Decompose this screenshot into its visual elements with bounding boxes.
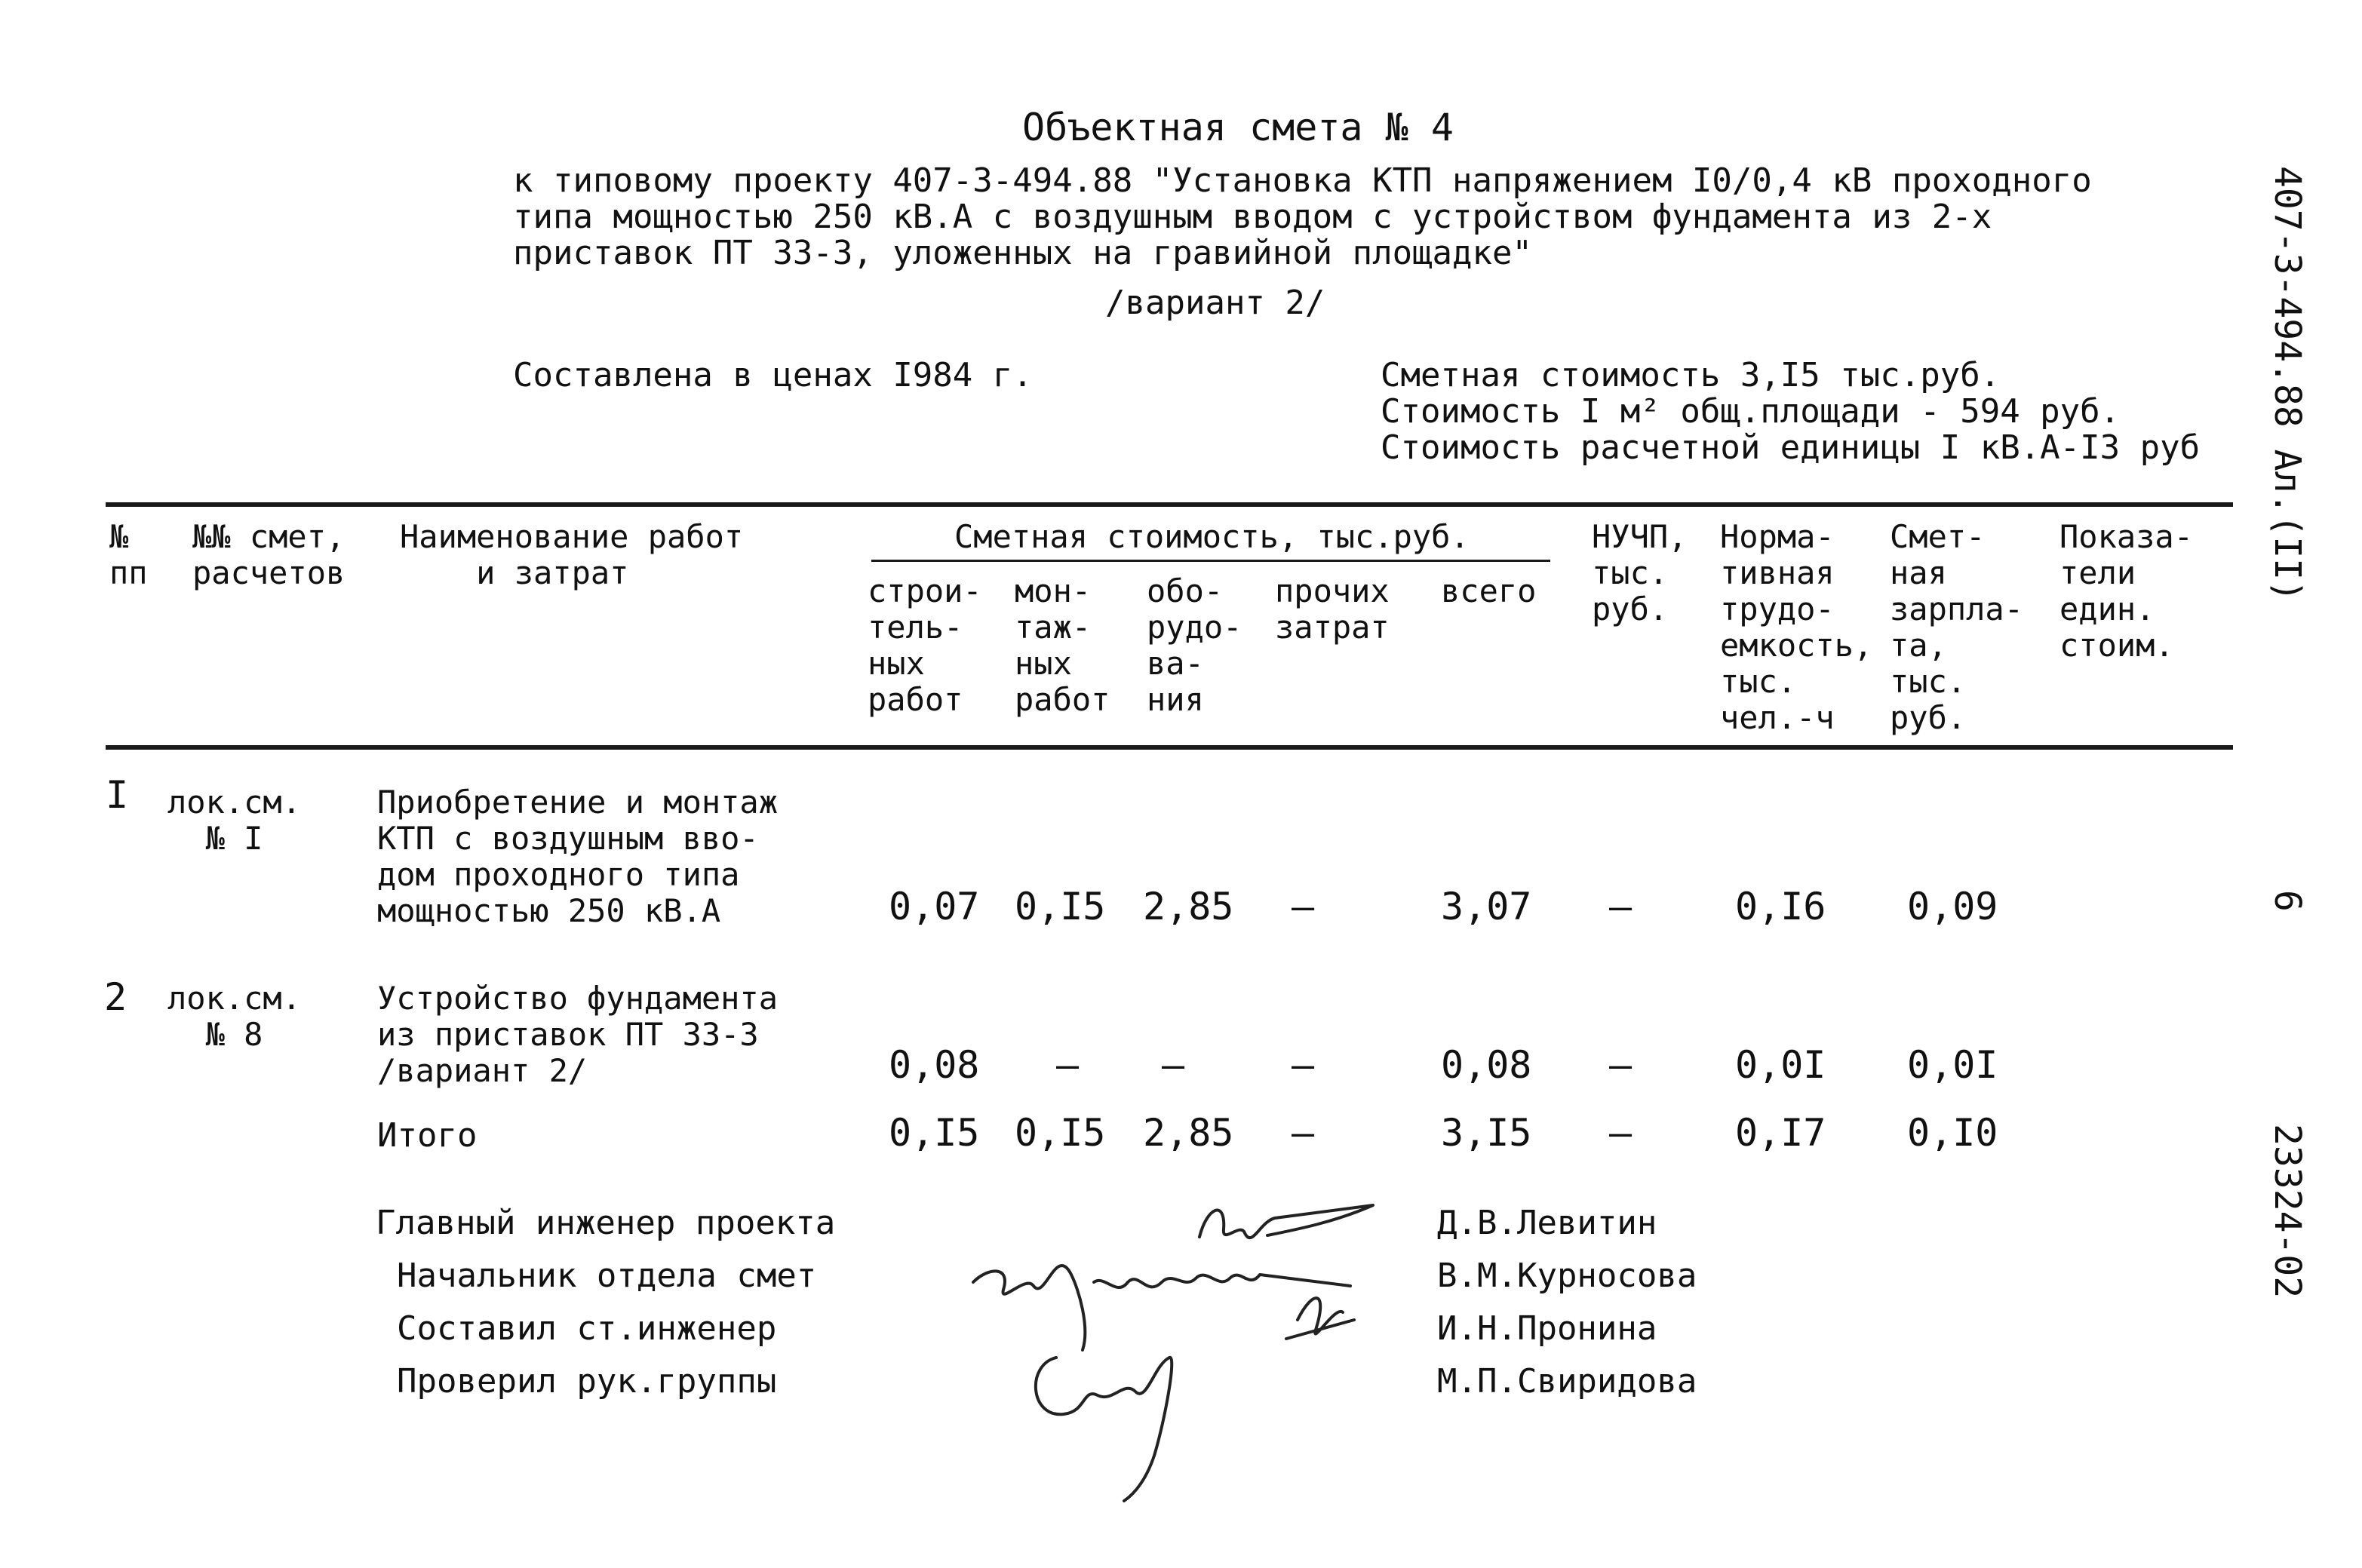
signer-name-2: В.М.Курносова	[1437, 1257, 1697, 1295]
row-2-construction: 0,08	[889, 1043, 980, 1087]
header-equipment: обо- рудо- ва- ния	[1147, 572, 1242, 718]
row-2-other: –	[1292, 1043, 1315, 1087]
total-nuchp: –	[1609, 1111, 1633, 1155]
header-cost-group: Сметная стоимость, тыс.руб.	[954, 518, 1470, 555]
header-num: № пп	[109, 518, 148, 591]
row-1-calc: лок.см. № I	[167, 784, 302, 857]
group-header-underline	[871, 560, 1550, 562]
header-name: Наименование работ и затрат	[400, 518, 744, 591]
header-installation: мон- таж- ных работ	[1015, 572, 1110, 718]
header-other: прочих затрат	[1275, 572, 1390, 646]
signer-role-1: Главный инженер проекта	[376, 1204, 836, 1242]
header-construction: строи- тель- ных работ	[868, 572, 982, 718]
row-2-calc: лок.см. № 8	[167, 980, 302, 1053]
row-1-equipment: 2,85	[1143, 885, 1234, 928]
variant-label: /вариант 2/	[1105, 284, 1325, 322]
header-nuchp: НУЧП, тыс. руб.	[1592, 518, 1688, 628]
prices-note: Составлена в ценах I984 г.	[513, 356, 1033, 394]
header-total: всего	[1441, 572, 1537, 609]
row-1-wages: 0,09	[1907, 885, 1998, 928]
row-1-construction: 0,07	[889, 885, 980, 928]
table-top-rule	[106, 502, 2233, 507]
total-other: –	[1292, 1111, 1315, 1155]
project-subtitle-line-1: к типовому проекту 407-3-494.88 "Установка КТП напряжением I0/0,4 кВ проходного	[513, 161, 2092, 200]
total-labor: 0,I7	[1735, 1111, 1826, 1155]
project-subtitle-line-2: типа мощностью 250 кВ.А с воздушным вводом с устройством фундамента из 2-х	[513, 198, 1992, 236]
signer-role-4: Проверил рук.группы	[397, 1362, 777, 1401]
signer-name-4: М.П.Свиридова	[1437, 1362, 1697, 1401]
row-2-nuchp: –	[1609, 1043, 1633, 1087]
cost-line-1: Сметная стоимость 3,I5 тыс.руб.	[1381, 356, 2001, 394]
header-wages: Смет- ная зарпла- та, тыс. руб.	[1890, 518, 2024, 736]
signer-role-3: Составил ст.инженер	[397, 1309, 777, 1348]
total-installation: 0,I5	[1015, 1111, 1106, 1155]
row-2-total: 0,08	[1441, 1043, 1532, 1087]
project-subtitle-line-3: приставок ПТ 33-3, уложенных на гравийной площадке"	[513, 234, 1533, 272]
signature-levitin	[1199, 1205, 1373, 1238]
row-1-installation: 0,I5	[1015, 885, 1106, 928]
side-inventory-number: 23324-02	[2266, 1124, 2308, 1299]
signer-name-3: И.Н.Пронина	[1437, 1309, 1657, 1348]
row-2-labor: 0,0I	[1735, 1043, 1826, 1087]
cost-line-2: Стоимость I м² общ.площади - 594 руб.	[1381, 392, 2121, 431]
total-equipment: 2,85	[1143, 1111, 1234, 1155]
row-1-other: –	[1292, 885, 1315, 928]
row-2-equipment: –	[1162, 1043, 1185, 1087]
header-indicators: Показа- тели един. стоим.	[2059, 518, 2194, 664]
row-1-num: I	[106, 773, 129, 817]
total-wages: 0,I0	[1907, 1111, 1998, 1155]
signer-name-1: Д.В.Левитин	[1437, 1204, 1657, 1242]
cost-line-3: Стоимость расчетной единицы I кВ.А-I3 руб	[1381, 428, 2201, 467]
row-1-nuchp: –	[1609, 885, 1633, 928]
header-calc: №№ смет, расчетов	[192, 518, 346, 591]
row-2-name: Устройство фундамента из приставок ПТ 33-3 /вариант 2/	[377, 980, 779, 1089]
row-1-total: 3,07	[1441, 885, 1532, 928]
row-1-name: Приобретение и монтаж КТП с воздушным вво- дом проходного типа мощностью 250 кВ.А	[377, 784, 779, 929]
signer-role-2: Начальник отдела смет	[397, 1257, 817, 1295]
handwritten-signatures	[943, 1177, 1426, 1508]
total-construction: 0,I5	[889, 1111, 980, 1155]
row-2-wages: 0,0I	[1907, 1043, 1998, 1087]
document-title: Объектная смета № 4	[1022, 106, 1454, 149]
side-page-number: 6	[2266, 890, 2308, 912]
row-2-num: 2	[104, 975, 127, 1019]
signature-pronina	[1286, 1298, 1354, 1339]
total-label: Итого	[377, 1116, 478, 1155]
total-total: 3,I5	[1441, 1111, 1532, 1155]
row-2-installation: –	[1056, 1043, 1080, 1087]
signature-sviridova	[1036, 1358, 1172, 1501]
side-doc-code: 407-3-494.88 Ал.(II)	[2266, 166, 2308, 602]
row-1-labor: 0,I6	[1735, 885, 1826, 928]
table-header-bottom-rule	[106, 745, 2233, 750]
header-labor: Норма- тивная трудо- емкость, тыс. чел.-ч	[1720, 518, 1873, 736]
